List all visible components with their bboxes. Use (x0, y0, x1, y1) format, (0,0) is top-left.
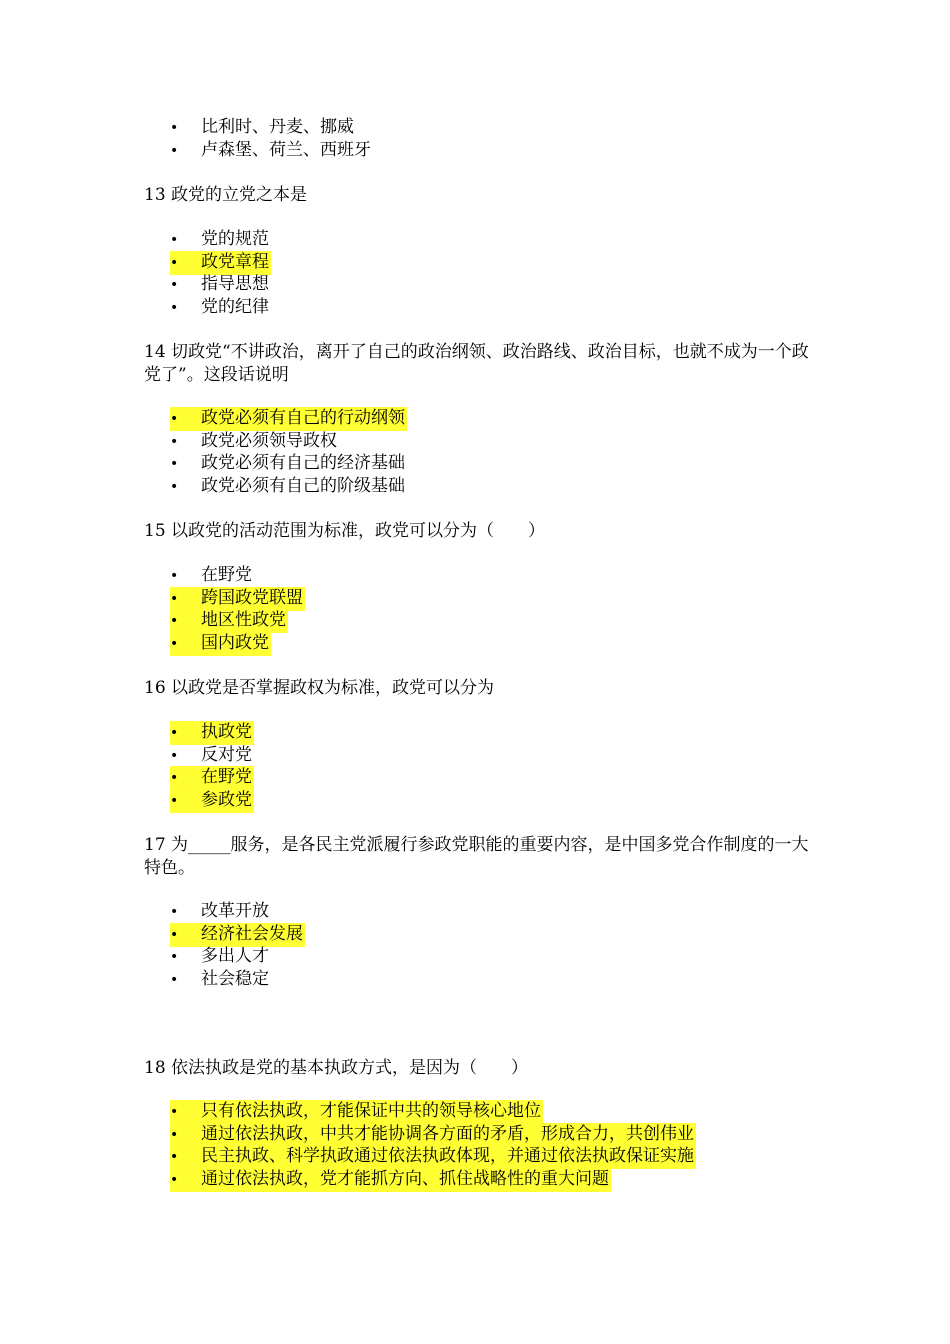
option-highlight (170, 430, 339, 454)
list-item (170, 1145, 696, 1168)
question-13 (144, 184, 824, 207)
question-number: 16 (144, 678, 166, 698)
option-text: 政党必须有自己的经济基础 (201, 453, 405, 473)
list-item (170, 721, 254, 744)
list-item (170, 139, 373, 162)
list-item (170, 564, 254, 587)
option-text: 参政党 (201, 790, 252, 810)
option-text: 通过依法执政，党才能抓方向、抓住战略性的重大问题 (201, 1169, 609, 1189)
bullet: • (170, 143, 179, 159)
question-text: 以政党的活动范围为标准，政党可以分为（ ） (171, 521, 546, 541)
list-item (170, 587, 305, 610)
option-highlight (170, 1145, 696, 1169)
bullet: • (170, 1172, 179, 1188)
question-17 (144, 834, 824, 880)
option-highlight (170, 251, 271, 275)
list-item (170, 923, 305, 946)
question-16 (144, 677, 824, 700)
option-text: 跨国政党联盟 (201, 588, 303, 608)
option-highlight (170, 228, 271, 252)
option-highlight (170, 273, 271, 297)
option-text: 在野党 (201, 767, 252, 787)
option-highlight (170, 587, 305, 611)
option-text: 政党必须有自己的阶级基础 (201, 476, 405, 496)
option-highlight (170, 1123, 696, 1147)
bullet: • (170, 568, 179, 584)
bullet: • (170, 770, 179, 786)
option-highlight (170, 923, 305, 947)
option-text: 国内政党 (201, 633, 269, 653)
option-highlight (170, 744, 254, 768)
bullet: • (170, 949, 179, 965)
list-item (170, 1100, 543, 1123)
option-text: 政党章程 (201, 252, 269, 272)
option-text: 党的规范 (201, 229, 269, 249)
list-item (170, 116, 356, 139)
option-text: 党的纪律 (201, 297, 269, 317)
option-text: 反对党 (201, 745, 252, 765)
list-item (170, 475, 407, 498)
option-highlight (170, 564, 254, 588)
bullet: • (170, 748, 179, 764)
bullet: • (170, 1149, 179, 1165)
option-highlight (170, 721, 254, 745)
option-text: 只有依法执政，才能保证中共的领导核心地位 (201, 1101, 541, 1121)
bullet: • (170, 434, 179, 450)
option-highlight (170, 609, 288, 633)
list-item (170, 296, 271, 319)
option-highlight (170, 900, 271, 924)
list-item (170, 273, 271, 296)
question-number: 18 (144, 1058, 166, 1078)
list-item (170, 744, 254, 767)
list-item (170, 452, 407, 475)
list-item (170, 766, 254, 789)
option-highlight (170, 452, 407, 476)
bullet: • (170, 591, 179, 607)
list-item (170, 945, 271, 968)
option-highlight (170, 475, 407, 499)
option-highlight (170, 968, 271, 992)
question-15 (144, 520, 824, 543)
list-item (170, 609, 288, 632)
option-text: 民主执政、科学执政通过依法执政体现，并通过依法执政保证实施 (201, 1146, 694, 1166)
list-item (170, 407, 407, 430)
bullet: • (170, 636, 179, 652)
question-text: 依法执政是党的基本执政方式，是因为（ ） (171, 1058, 529, 1078)
bullet: • (170, 411, 179, 427)
list-item (170, 968, 271, 991)
option-highlight (170, 139, 373, 163)
list-item (170, 1123, 696, 1146)
option-text: 执政党 (201, 722, 252, 742)
bullet: • (170, 255, 179, 271)
option-text: 改革开放 (201, 901, 269, 921)
bullet: • (170, 1104, 179, 1120)
option-highlight (170, 632, 271, 656)
bullet: • (170, 277, 179, 293)
option-highlight (170, 116, 356, 140)
bullet: • (170, 793, 179, 809)
option-text: 经济社会发展 (201, 924, 303, 944)
question-text: 为_____服务，是各民主党派履行参政党职能的重要内容，是中国多党合作制度的一大特色。 (144, 835, 809, 878)
option-highlight (170, 766, 254, 790)
question-number: 15 (144, 521, 166, 541)
option-highlight (170, 945, 271, 969)
list-item (170, 251, 271, 274)
option-text: 在野党 (201, 565, 252, 585)
option-text: 多出人才 (201, 946, 269, 966)
option-text: 地区性政党 (201, 610, 286, 630)
option-text: 政党必须领导政权 (201, 431, 337, 451)
question-14 (144, 341, 824, 387)
bullet: • (170, 904, 179, 920)
question-18 (144, 1057, 824, 1080)
option-text: 比利时、丹麦、挪威 (201, 117, 354, 137)
question-number: 14 (144, 342, 166, 362)
bullet: • (170, 927, 179, 943)
option-highlight (170, 1168, 611, 1192)
list-item (170, 430, 339, 453)
bullet: • (170, 456, 179, 472)
list-item (170, 900, 271, 923)
option-text: 社会稳定 (201, 969, 269, 989)
bullet: • (170, 972, 179, 988)
question-number: 13 (144, 185, 166, 205)
bullet: • (170, 479, 179, 495)
list-item (170, 632, 271, 655)
list-item (170, 789, 254, 812)
question-text: 切政党“不讲政治，离开了自己的政治纲领、政治路线、政治目标，也就不成为一个政党了”。这段话说明 (144, 342, 809, 385)
list-item (170, 228, 271, 251)
option-text: 政党必须有自己的行动纲领 (201, 408, 405, 428)
question-text: 政党的立党之本是 (171, 185, 308, 205)
option-text: 指导思想 (201, 274, 269, 294)
option-highlight (170, 296, 271, 320)
bullet: • (170, 1127, 179, 1143)
option-text: 通过依法执政，中共才能协调各方面的矛盾，形成合力，共创伟业 (201, 1124, 694, 1144)
list-item (170, 1168, 611, 1191)
bullet: • (170, 725, 179, 741)
question-number: 17 (144, 835, 166, 855)
bullet: • (170, 613, 179, 629)
bullet: • (170, 120, 179, 136)
option-text: 卢森堡、荷兰、西班牙 (201, 140, 371, 160)
option-highlight (170, 407, 407, 431)
option-highlight (170, 789, 254, 813)
question-text: 以政党是否掌握政权为标准，政党可以分为 (171, 678, 495, 698)
bullet: • (170, 300, 179, 316)
bullet: • (170, 232, 179, 248)
option-highlight (170, 1100, 543, 1124)
